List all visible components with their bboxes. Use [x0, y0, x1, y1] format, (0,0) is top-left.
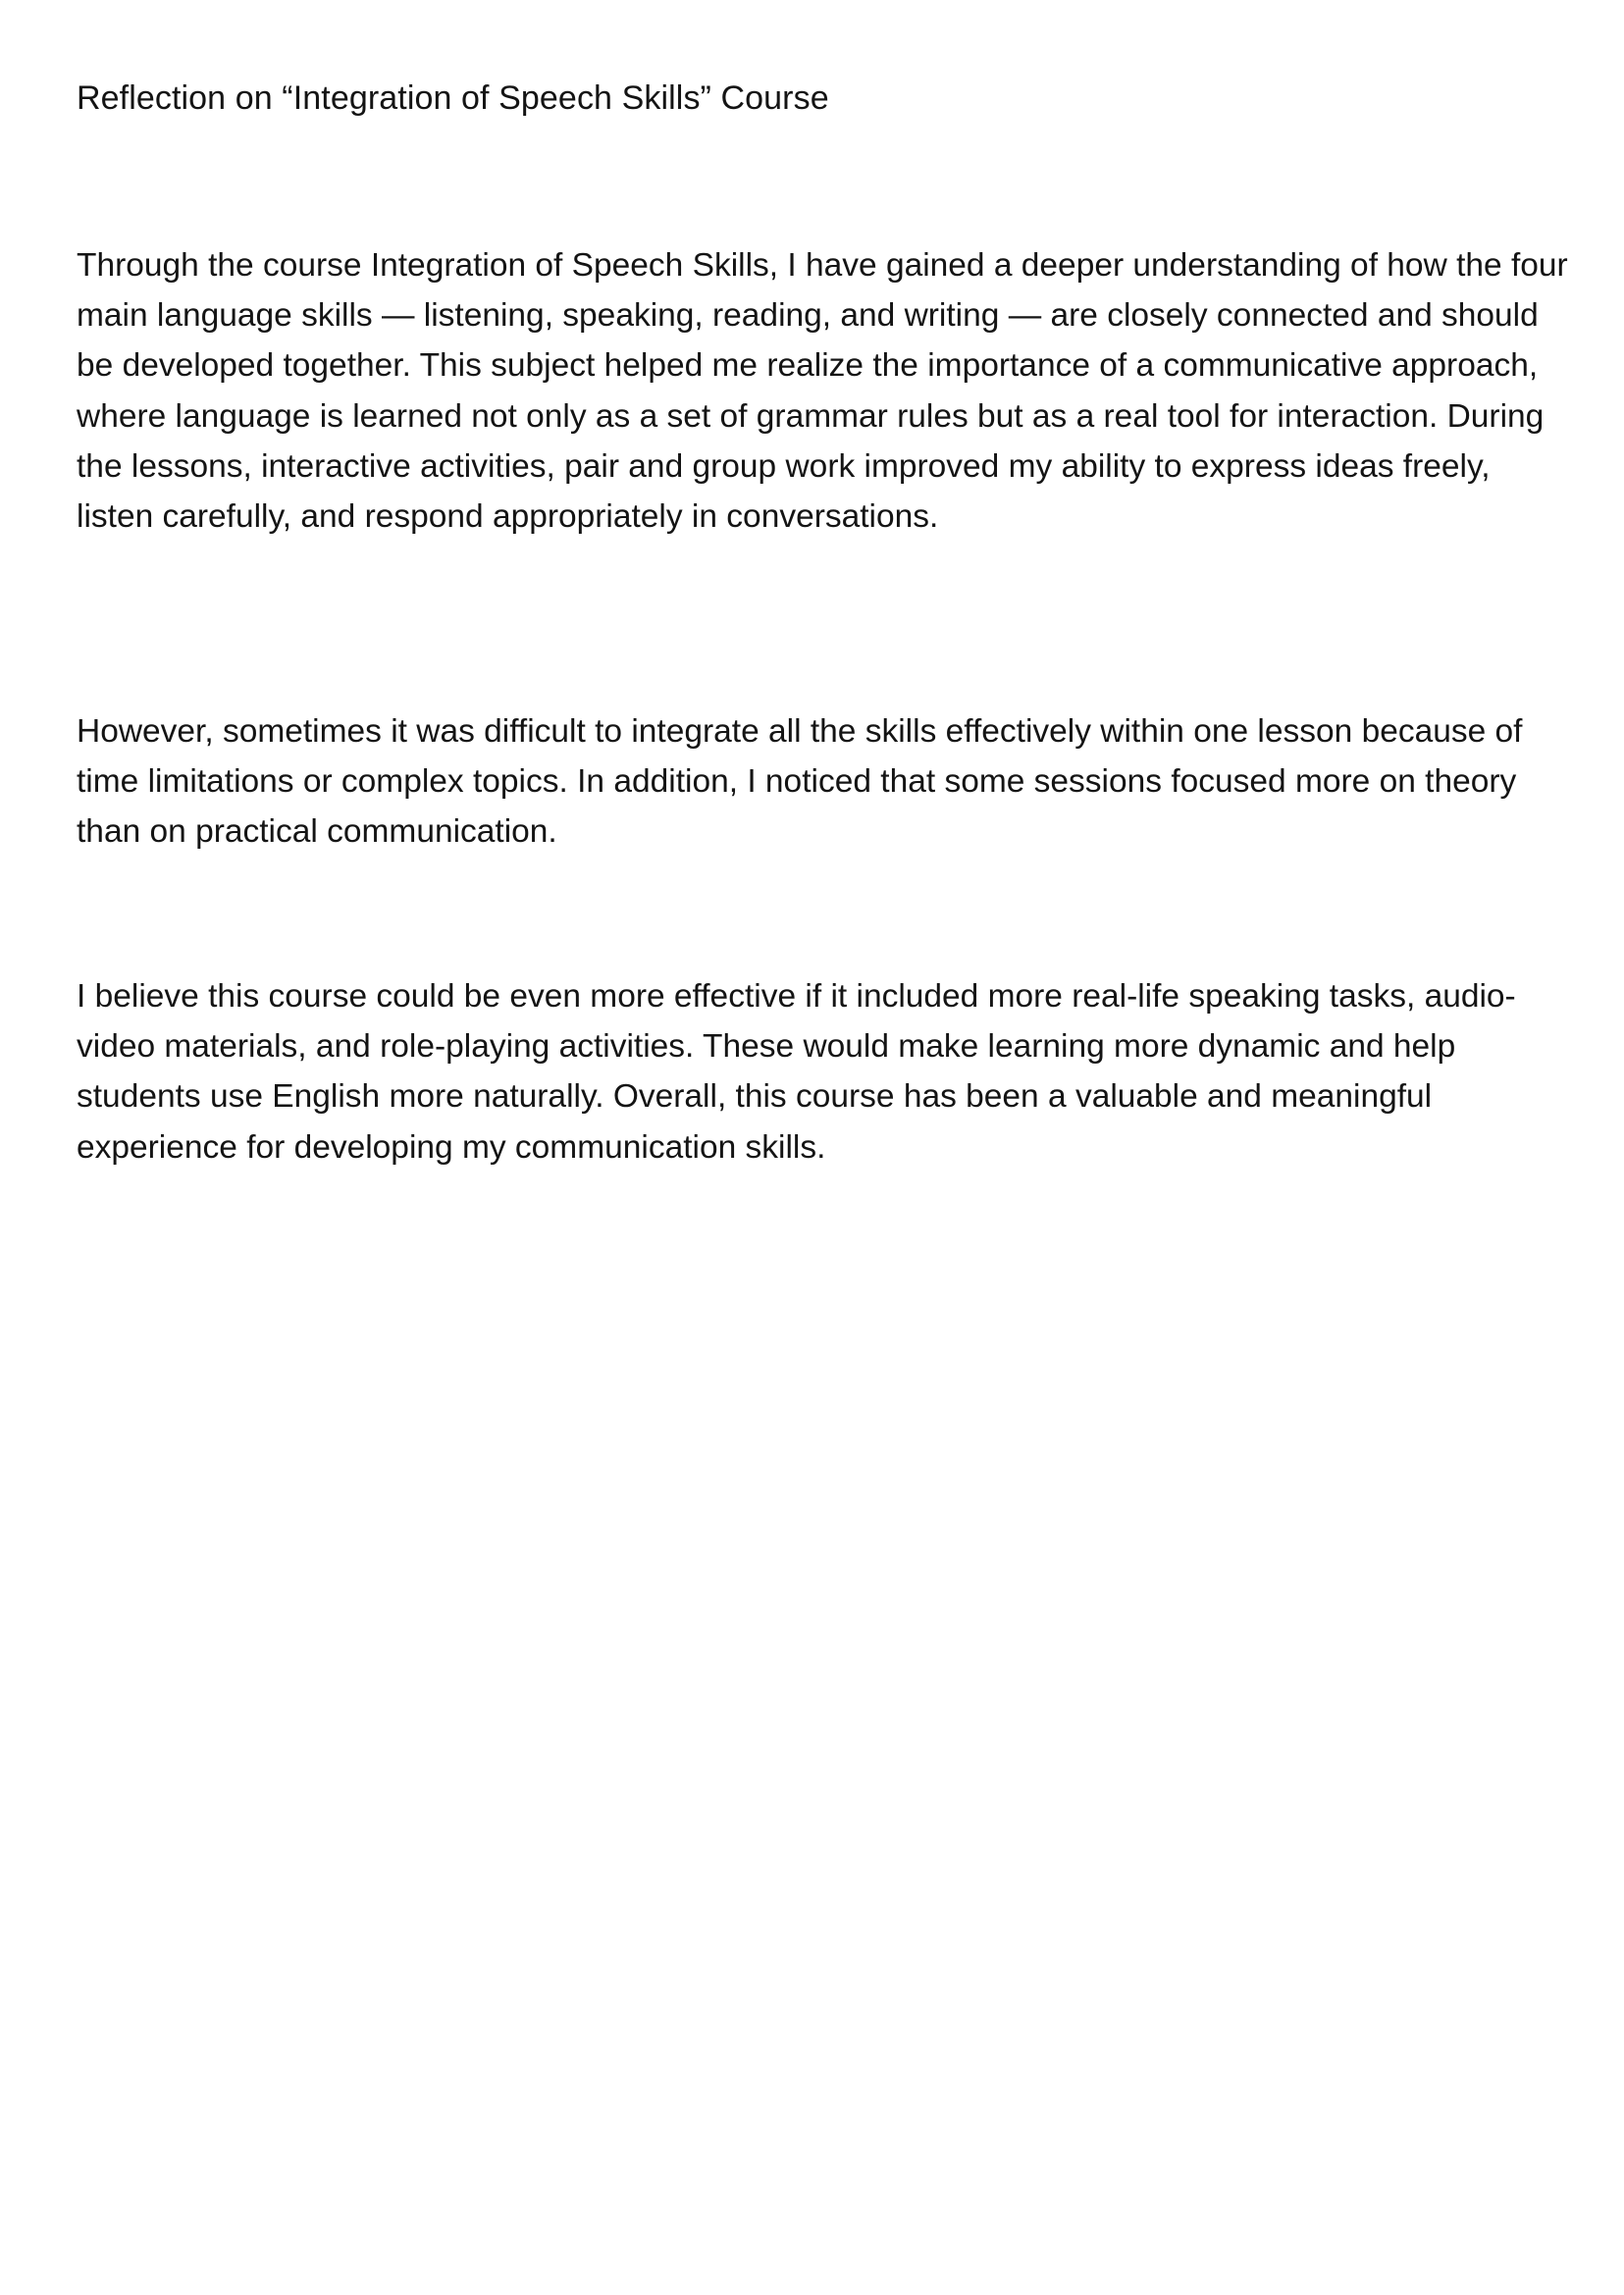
document-title: Reflection on “Integration of Speech Skills” Course: [77, 79, 829, 117]
paragraph-suggestions: I believe this course could be even more effective if it included more real-life speaking tasks, audio-video materials, and role-playing activities. These would make learning more dynamic and help students use English more naturally. Overall, this course has been a valuable and meaningful experience for developing my communication skills.: [77, 978, 1516, 1166]
paragraph-difficulties: However, sometimes it was difficult to integrate all the skills effectively within one lesson because of time limitations or complex topics. In addition, I noticed that some sessions focused more on theory than on practical communication.: [77, 713, 1523, 851]
paragraph-course-understanding: Through the course Integration of Speech Skills, I have gained a deeper understanding of how the four main language skills — listening, speaking, reading, and writing — are closely connected and should be developed together. This subject helped me realize the importance of a communicative approach, where language is learned not only as a set of grammar rules but as a real tool for interaction. During the lessons, interactive activities, pair and group work improved my ability to express ideas freely, listen carefully, and respond appropriately in conversations.: [77, 247, 1568, 536]
